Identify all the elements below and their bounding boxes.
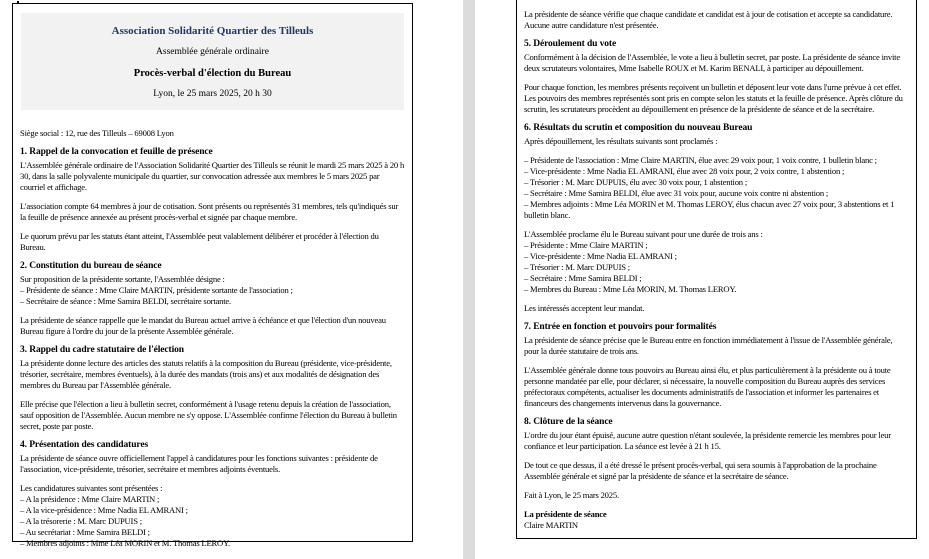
signature-role: La présidente de séance [524,509,607,519]
list-item: – Présidente : Mme Claire MARTIN ; [524,240,648,250]
date-line: Lyon, le 25 mars 2025, 20 h 30 [153,89,272,99]
list-item: – A la vice-présidence : Mme Nadia EL AMRANI ; [20,505,188,515]
section-3-heading: 3. Rappel du cadre statutaire de l'élection [20,345,184,355]
list-item: – Présidente de séance : Mme Claire MARTIN, présidente sortante de l'association ; [20,285,293,295]
section-4-heading: 4. Présentation des candidatures [20,440,149,450]
bureau-proclaim-list [524,229,909,295]
list-item: – Vice-présidente : Mme Nadia EL AMRANI ; [524,251,677,261]
document-page-2[interactable] [516,0,917,539]
section-5-paragraph: Pour chaque fonction, les membres présents reçoivent un bulletin et déposent leur vote dans l'urne prévue à cet effet. Les pouvoirs des membres représentés sont pris en compte selon les statuts et la feuille de présence. Après clôture du scrutin, les scrutateurs procèdent au dépouillement en présence de la présidente de séance et de la secrétaire. [524,82,903,114]
section-6-heading: 6. Résultats du scrutin et composition du nouveau Bureau [524,123,753,133]
section-3-paragraph: Elle précise que l'élection a lieu à bulletin secret, conformément à l'usage retenu depuis la création de l'association, sauf opposition de l'Assemblée. Aucun membre ne s'y oppose. L'Assemblée confirme l'élection du Bureau à bulletin secret, poste par poste. [20,399,397,431]
section-1-paragraph: L'association compte 64 membres à jour de cotisation. Sont présents ou représentés 31 membres, tels qu'indiqués sur la feuille de présence annexée au présent procès-verbal et signée par chaque membre. [20,201,399,222]
signature-name: Claire MARTIN [524,520,578,530]
list-item: – A la présidence : Mme Claire MARTIN ; [20,494,160,504]
section-8-heading: 8. Clôture de la séance [524,417,613,427]
results-list [524,155,909,221]
list-intro: Les candidatures suivantes sont présentées : [20,483,163,493]
section-4-paragraph: La présidente de séance ouvre officiellement l'appel à candidatures pour les fonctions suivantes : présidente de l'association, vice-présidente, trésorier, secrétaire et membres adjoints éventuels. [20,453,378,474]
section-3-paragraph: La présidente donne lecture des articles des statuts relatifs à la composition du Bureau (présidente, vice-présidente, trésorier, secrétaire, membres éventuels), à la durée des mandats (trois ans) et aux modalités de désignation des membres du Bureau par l'Assemblée générale. [20,358,392,390]
candidature-check-paragraph: La présidente de séance vérifie que chaque candidate et candidat est à jour de cotisation et accepte sa candidature. Aucune autre candidature n'est présentée. [524,9,893,30]
fait-a-line: Fait à Lyon, le 25 mars 2025. [524,490,619,500]
section-1-heading: 1. Rappel de la convocation et feuille de présence [20,147,213,157]
section-2-heading: 2. Constitution du bureau de séance [20,261,162,271]
candidatures-list [20,483,405,549]
meeting-type: Assemblée générale ordinaire [156,47,269,57]
page-gap-divider [463,0,475,559]
list-intro: Sur proposition de la présidente sortante, l'Assemblée désigne : [20,274,225,284]
list-item: – Membres adjoints : Mme Léa MORIN et M. Thomas LEROY. [20,538,230,548]
siege-social-line: Siège social : 12, rue des Tilleuls – 69008 Lyon [20,128,174,138]
list-item: – A la trésorerie : M. Marc DUPUIS ; [20,516,142,526]
doc-header-block [21,13,404,110]
list-item: – Au secrétariat : Mme Samira BELDI ; [20,527,150,537]
section-8-paragraph: L'ordre du jour étant épuisé, aucune autre question n'étant soulevée, la présidente remercie les membres pour leur confiance et leur participation. La séance est levée à 21 h 15. [524,430,891,451]
list-intro: L'Assemblée proclame élu le Bureau suivant pour une durée de trois ans : [524,229,763,239]
section-7-heading: 7. Entrée en fonction et pouvoirs pour formalités [524,322,717,332]
org-title: Association Solidarité Quartier des Tilleuls [111,25,314,37]
section-5-heading: 5. Déroulement du vote [524,39,617,49]
results-intro: Après dépouillement, les résultats suivants sont proclamés : [524,136,718,146]
list-item: – Trésorier : M. Marc DUPUIS, élu avec 30 voix pour, 1 abstention ; [524,177,748,187]
document-page-1[interactable] [12,3,413,548]
section-1-paragraph: Le quorum prévu par les statuts étant atteint, l'Assemblée peut valablement délibérer et procéder à l'élection du Bureau. [20,231,379,252]
list-item: – Membres adjoints : Mme Léa MORIN et M. Thomas LEROY, élus chacun avec 27 voix pour, 3 abstentions et 1 bulletin blanc. [524,199,895,220]
signature-block [524,509,909,531]
list-item: – Trésorier : M. Marc DUPUIS ; [524,262,630,272]
section-1-paragraph: L'Assemblée générale ordinaire de l'Association Solidarité Quartier des Tilleuls se réunit le mardi 25 mars 2025 à 20 h 30, dans la salle polyvalente municipale du quartier, sur convocation adressée aux membres le 5 mars 2025 par courriel et affichage. [20,160,405,192]
doc-title: Procès-verbal d'élection du Bureau [133,68,292,79]
list-item: – Membres du Bureau : Mme Léa MORIN, M. Thomas LEROY. [524,284,737,294]
list-item: – Secrétaire : Mme Samira BELDI ; [524,273,642,283]
mandate-accept-line: Les intéressés acceptent leur mandat. [524,303,645,313]
list-item: – Secrétaire : Mme Samira BELDI, élue avec 31 voix pour, aucune voix contre ni abstention ; [524,188,829,198]
section-8-paragraph: De tout ce que dessus, il a été dressé le présent procès-verbal, qui sera soumis à l'approbation de la prochaine Assemblée générale et signé par la présidente de séance et la secrétaire de séance. [524,460,877,481]
section-2-paragraph: La présidente de séance rappelle que le mandat du Bureau actuel arrive à échéance et que l'élection d'un nouveau Bureau figure à l'ordre du jour de la présente Assemblée générale. [20,315,386,336]
list-item: – Secrétaire de séance : Mme Samira BELDI, secrétaire sortante. [20,296,231,306]
section-5-paragraph: Conformément à la décision de l'Assemblée, le vote a lieu à bulletin secret, par poste. La présidente de séance invite deux scrutateurs volontaires, Mme Isabelle ROUX et M. Karim BENALI, à participer au dépouillement. [524,52,900,73]
section-7-paragraph: La présidente de séance précise que le Bureau entre en fonction immédiatement à l'issue de l'Assemblée générale, pour la durée statutaire de trois ans. [524,335,893,356]
list-item: – Vice-présidente : Mme Nadia EL AMRANI, élue avec 28 voix pour, 2 voix contre, 1 abstention ; [524,166,845,176]
list-item: – Présidente de l'association : Mme Claire MARTIN, élue avec 29 voix pour, 1 voix contre, 1 bulletin blanc ; [524,155,877,165]
bureau-seance-list [20,274,405,307]
section-7-paragraph: L'Assemblée générale donne tous pouvoirs au Bureau ainsi élu, et plus particulièrement à la présidente ou à toute personne mandatée par elle, pour déclarer, si nécessaire, la nouvelle composition du Bureau auprès des services préfectoraux compétents, actualiser les documents administratifs de l'association et informer les partenaires et financeurs des changements intervenus dans la gouvernance. [524,365,891,408]
